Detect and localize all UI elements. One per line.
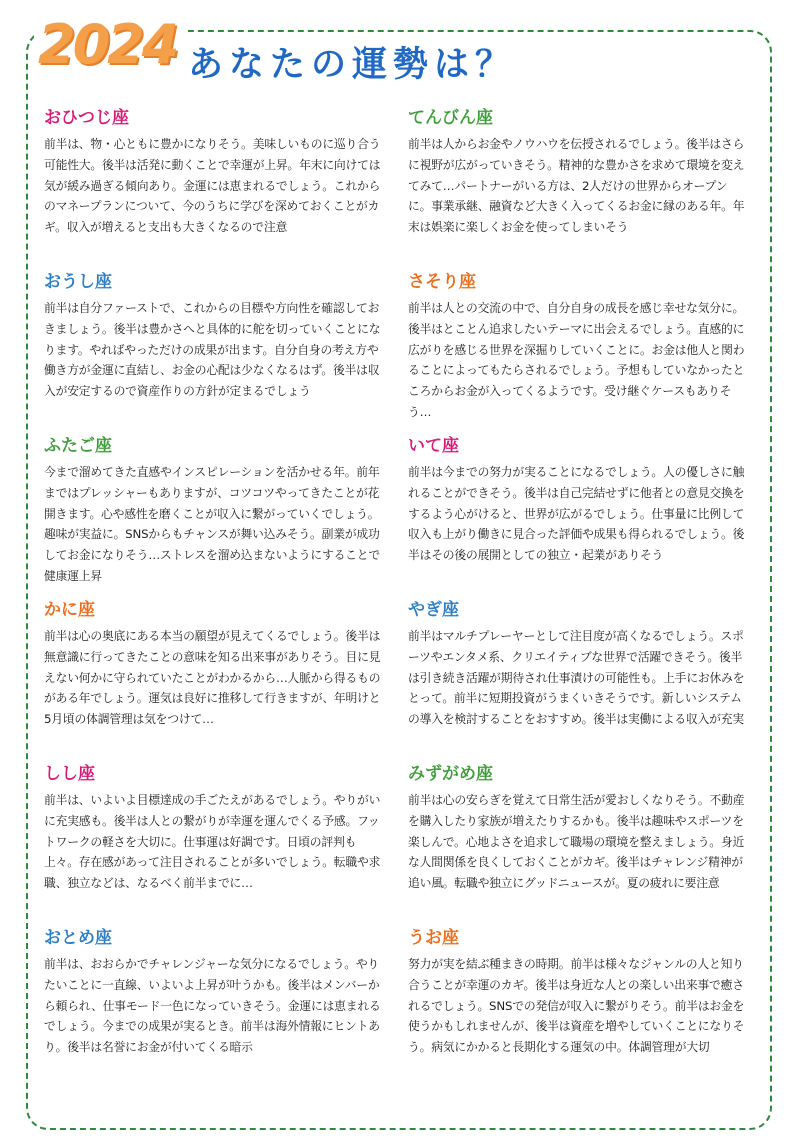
sign-title: てんびん座: [408, 108, 493, 128]
sign-text: 前半は人からお金やノウハウを伝授されるでしょう。後半はさらに視野が広がっていきそう。精神的な豊かさを求めて環境を変えてみて…パートナーがいる方は、2人だけの世界からオープンに。事業承継、融資など大きく入ってくるお金に縁のある年。年末は娯楽に楽しくお金を使ってしまいそう: [408, 137, 745, 235]
sign-text: 前半は、いよいよ目標達成の手ごたえがあるでしょう。やりがいに充実感も。後半は人との繋がりが幸運を運んでくる予感。フットワークの軽さを大切に。仕事運は好調です。日頃の評判も上々。存在感があって注目されることが多いでしょう。転職や求職、独立などは、なるべく前半までに…: [44, 793, 381, 891]
sign-leo: [44, 762, 384, 926]
sign-sagittarius: [408, 434, 748, 598]
sign-scorpio: [408, 270, 748, 434]
sign-text: 前半は心の安らぎを覚えて日常生活が愛おしくなりそう。不動産を購入したり家族が増えたりするかも。後半は趣味やスポーツを楽しんで。心地よさを追求して職場の環境を整えましょう。身近な人間関係を良くしておくことがカギ。後半はチャレンジ精神が追い風。転職や独立にグッドニュースが。夏の疲れに要注意: [408, 793, 745, 891]
sign-text: 前半は心の奥底にある本当の願望が見えてくるでしょう。後半は無意識に行ってきたことの意味を知る出来事がありそう。目に見えない何かに守られていたことがわかるから…人脈から得るものがある年でしょう。運気は良好に推移して行きますが、年明けと5月頃の体調管理は気をつけて…: [44, 629, 381, 727]
year-logo: 2024: [34, 10, 188, 80]
right-column: [408, 106, 748, 1090]
sign-aries: [44, 106, 384, 270]
sign-taurus: [44, 270, 384, 434]
sign-title: かに座: [44, 600, 95, 620]
sign-text: 今まで溜めてきた直感やインスピレーションを活かせる年。前年まではプレッシャーもありますが、コツコツやってきたことが花開きます。心や感性を磨くことが収入に繋がっていくでしょう。趣味が実益に。SNSからもチャンスが舞い込みそう。副業が成功してお金になりそう…ストレスを溜め込まないようにすることで健康運上昇: [44, 465, 380, 583]
sign-title: さそり座: [408, 272, 476, 292]
sign-text: 前半は、物・心ともに豊かになりそう。美味しいものに巡り合う可能性大。後半は活発に動くことで幸運が上昇。年末に向けては気が緩み過ぎる傾向あり。金運には恵まれるでしょう。これからのマネープランについて、今のうちに学びを深めておくことがカギ。収入が増えると支出も大きくなるので注意: [44, 137, 381, 235]
sign-title: ふたご座: [44, 436, 112, 456]
sign-title: うお座: [408, 928, 459, 948]
sign-title: おうし座: [44, 272, 112, 292]
sign-text: 前半は自分ファーストで、これからの目標や方向性を確認しておきましょう。後半は豊かさへと具体的に舵を切っていくことになります。やればやっただけの成果が出ます。自分自身の考え方や働き方が金運に直結し、お金の心配は少なくなるはず。後半は収入が安定するので資産作りの方針が定まるでしょう: [44, 301, 381, 399]
page-title: あなたの運勢は？: [188, 45, 517, 85]
sign-text: 努力が実を結ぶ種まきの時期。前半は様々なジャンルの人と知り合うことが幸運のカギ。後半は身近な人との楽しい出来事で癒されるでしょう。SNSでの発信が収入に繋がりそう。前半はお金を使うかもしれませんが、後半は資産を増やしていくことになりそう。病気にかかると長期化する運気の中。体調管理が大切: [408, 957, 745, 1055]
sign-title: しし座: [44, 764, 95, 784]
sign-virgo: [44, 926, 384, 1090]
sign-title: みずがめ座: [408, 764, 493, 784]
sign-aquarius: [408, 762, 748, 926]
sign-title: おひつじ座: [44, 108, 129, 128]
sign-pisces: [408, 926, 748, 1090]
sign-title: おとめ座: [44, 928, 112, 948]
sign-libra: [408, 106, 748, 270]
sign-text: 前半は今までの努力が実ることになるでしょう。人の優しさに触れることができそう。後半は自己完結せずに他者との意見交換をするよう心がけると、世界が広がるでしょう。仕事量に比例して収入も上がり働きに見合った評価や成果も得られるでしょう。後半はその後の展開としての独立・起業がありそう: [408, 465, 745, 563]
sign-title: いて座: [408, 436, 459, 456]
sign-gemini: [44, 434, 384, 598]
sign-text: 前半は人との交流の中で、自分自身の成長を感じ幸せな気分に。後半はとことん追求したいテーマに出会えるでしょう。直感的に広がりを感じる世界を深掘りしていくことに。お金は他人と関わることによってもたらされるでしょう。予想もしていなかったところからお金が入ってくるようです。受け継ぐケースもありそう…: [408, 301, 745, 419]
sign-capricorn: [408, 598, 748, 762]
sign-cancer: [44, 598, 384, 762]
left-column: [44, 106, 384, 1090]
sign-title: やぎ座: [408, 600, 459, 620]
sign-text: 前半は、おおらかでチャレンジャーな気分になるでしょう。やりたいことに一直線、いよいよ上昇が叶うかも。後半はメンバーから頼られ、仕事モード一色になっていきそう。金運には恵まれるでしょう。今までの成果が実るとき。前半は海外情報にヒントあり。後半は名誉にお金が付いてくる暗示: [44, 957, 381, 1055]
sign-text: 前半はマルチプレーヤーとして注目度が高くなるでしょう。スポーツやエンタメ系、クリエイティブな世界で活躍できそう。後半は引き続き活躍が期待され仕事漬けの可能性も。上手にお休みをとって。前半に短期投資がうまくいきそうです。新しいシステムの導入を検討することをおすすめ。後半は実働による収入が充実: [408, 629, 745, 727]
